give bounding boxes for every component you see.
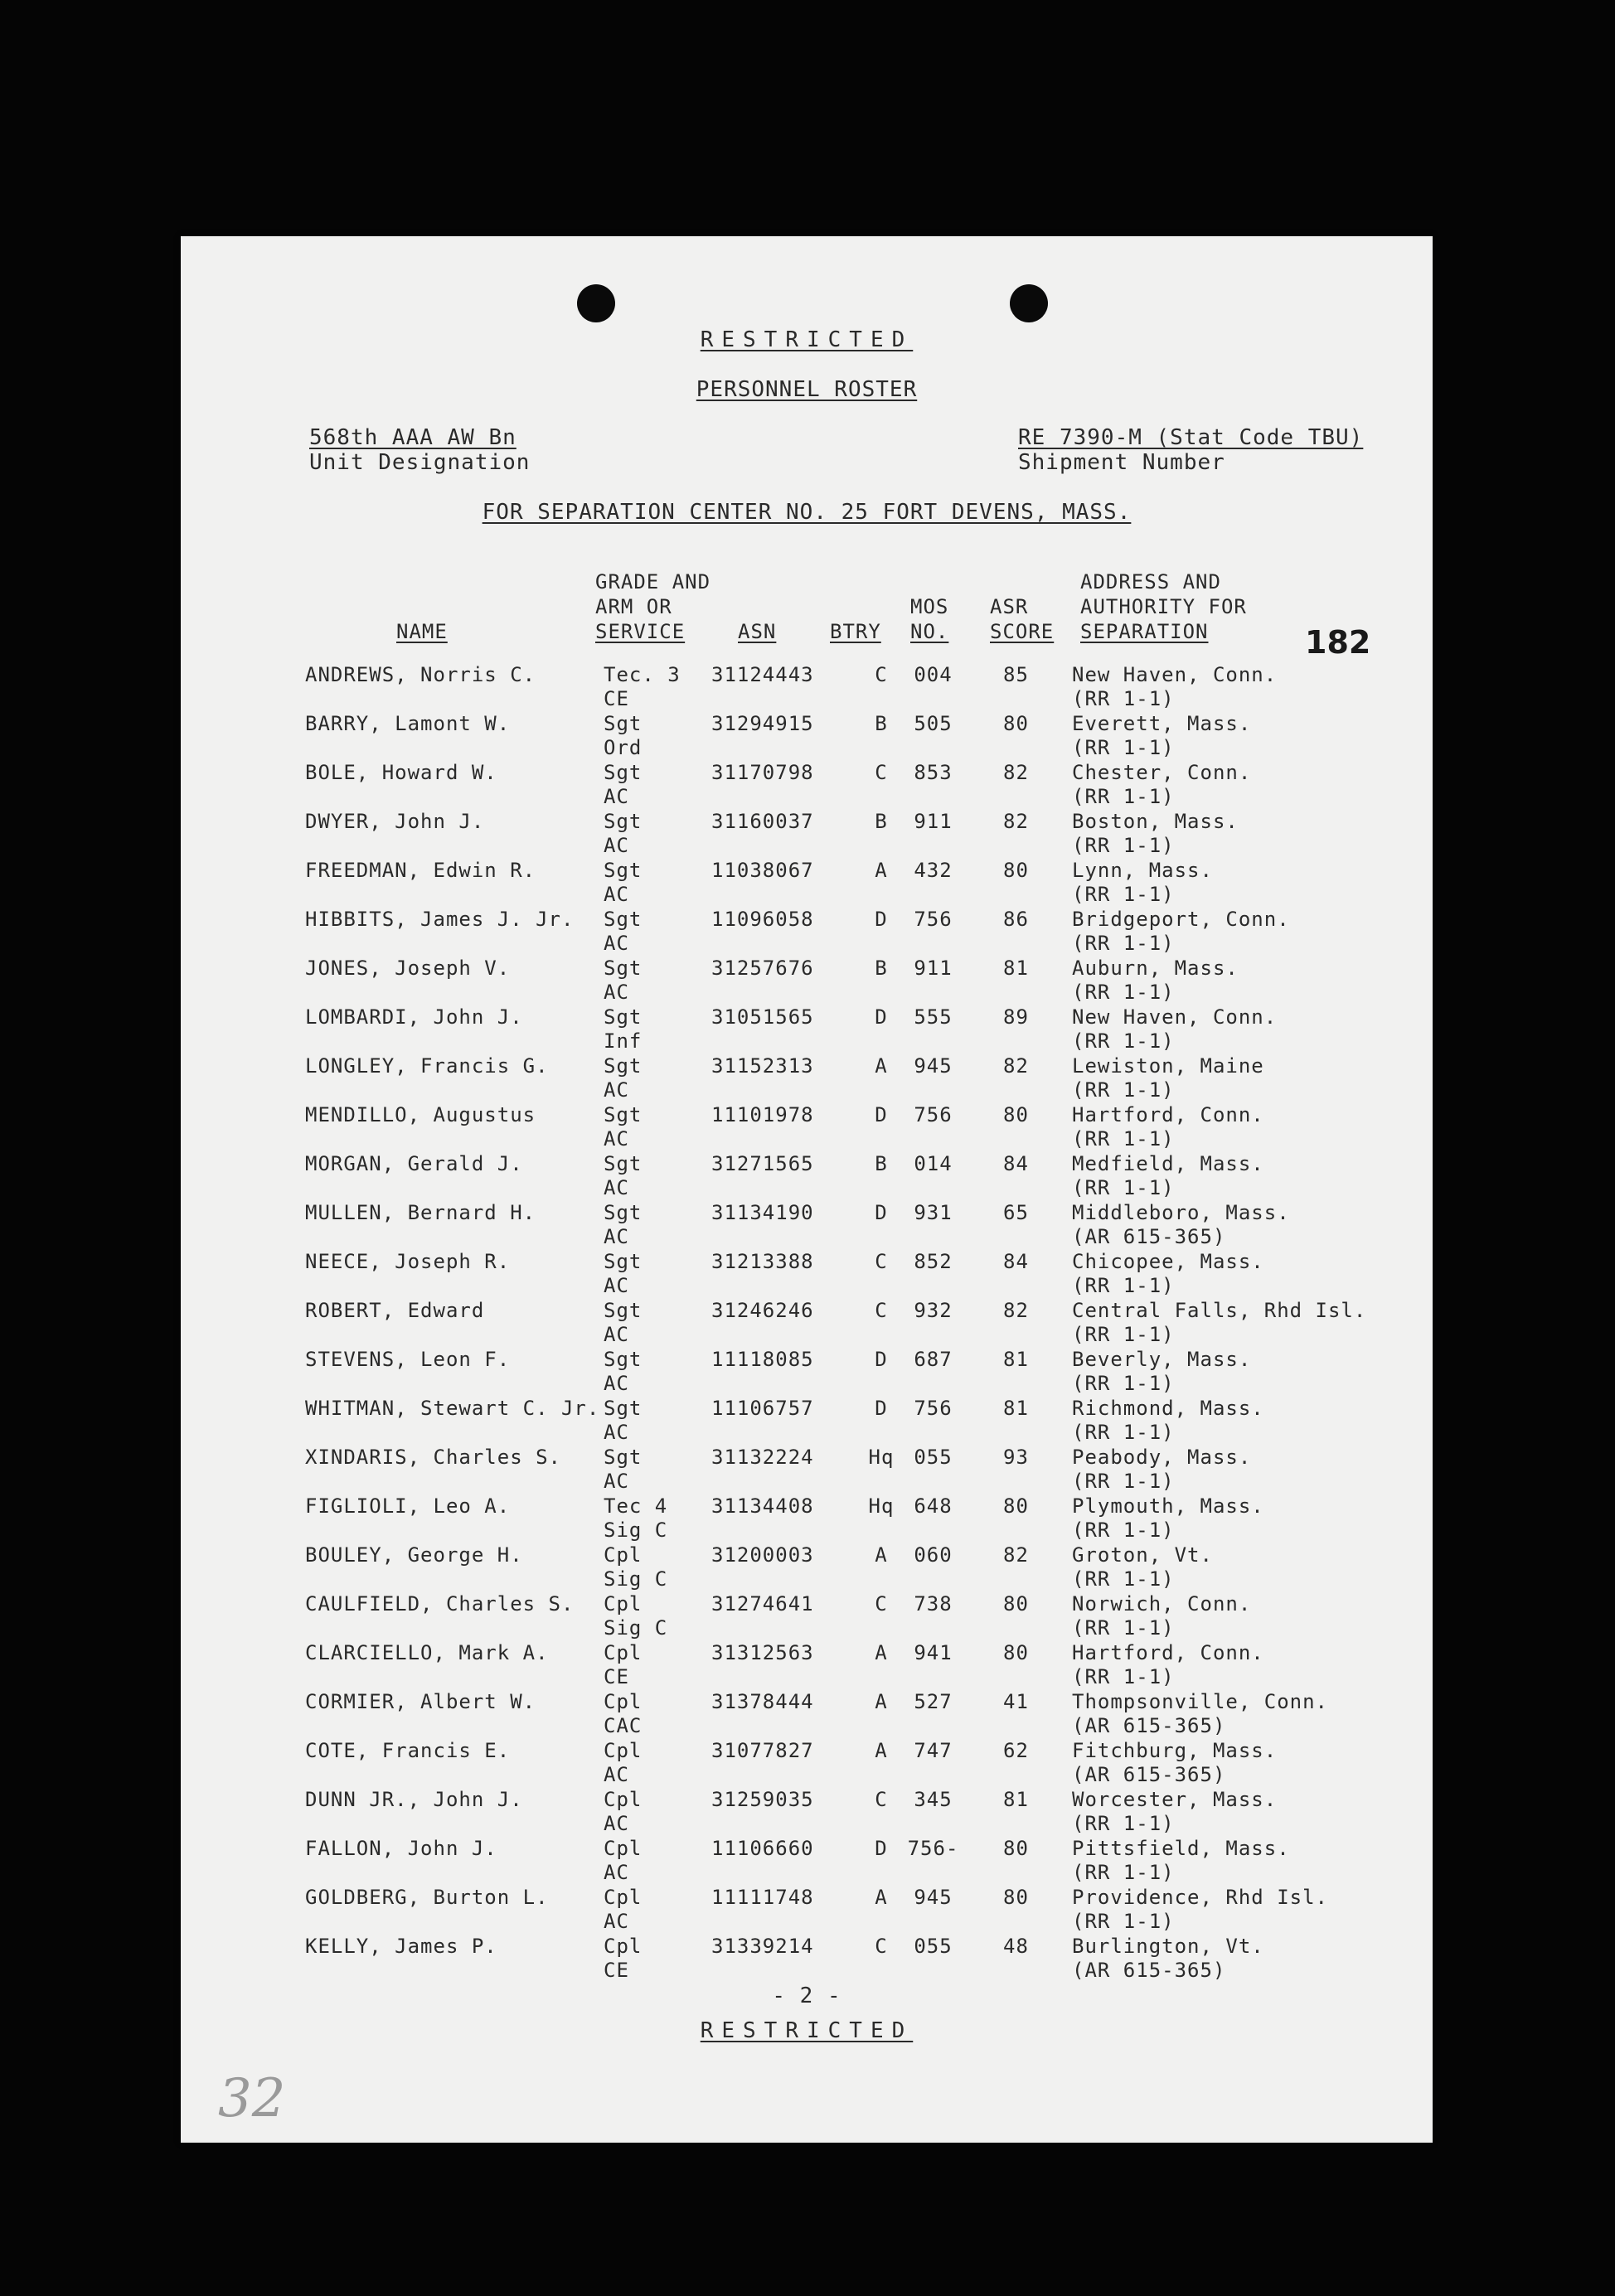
row-authority: (RR 1-1) [1072,687,1175,710]
row-btry: B [875,712,888,735]
page-number: - 2 - [772,1984,841,2008]
row-address: Beverly, Mass. [1072,1348,1252,1371]
row-btry: D [875,1837,888,1860]
row-arm-service: AC [604,1078,629,1102]
row-btry: A [875,1641,888,1664]
row-grade: Sgt [604,1299,643,1322]
row-name: ANDREWS, Norris C. [305,663,536,686]
col-asr-line2: SCORE [990,620,1055,643]
row-btry: C [875,1935,888,1958]
table-row [181,1201,1433,1250]
row-asn: 11101978 [711,1103,814,1126]
table-row [181,1543,1433,1592]
row-address: Hartford, Conn. [1072,1103,1264,1126]
row-asr-score: 80 [1003,1641,1029,1664]
row-authority: (RR 1-1) [1072,1812,1175,1835]
row-asr-score: 80 [1003,1103,1029,1126]
col-name: NAME [396,620,448,643]
row-asn: 31294915 [711,712,814,735]
row-asn: 31134190 [711,1201,814,1224]
row-authority: (RR 1-1) [1072,1519,1175,1542]
row-arm-service: AC [604,1470,629,1493]
row-authority: (RR 1-1) [1072,1372,1175,1395]
row-asn: 11096058 [711,908,814,931]
row-btry: B [875,1152,888,1175]
row-grade: Sgt [604,1446,643,1469]
table-row [181,810,1433,859]
row-name: FIGLIOLI, Leo A. [305,1494,511,1518]
col-grade-line1: GRADE AND [595,570,711,593]
row-asr-score: 82 [1003,1543,1029,1567]
row-arm-service: CE [604,687,629,710]
table-row [181,1397,1433,1446]
row-name: XINDARIS, Charles S. [305,1446,561,1469]
row-asn: 31160037 [711,810,814,833]
row-name: CLARCIELLO, Mark A. [305,1641,549,1664]
shipment-number: RE 7390-M (Stat Code TBU) [1018,425,1364,450]
row-grade: Cpl [604,1641,643,1664]
row-name: GOLDBERG, Burton L. [305,1886,549,1909]
row-address: Providence, Rhd Isl. [1072,1886,1328,1909]
row-mos: 756- [907,1837,959,1860]
row-asr-score: 65 [1003,1201,1029,1224]
row-mos: 527 [914,1690,953,1713]
row-name: STEVENS, Leon F. [305,1348,511,1371]
row-address: Everett, Mass. [1072,712,1252,735]
row-authority: (AR 615-365) [1072,1763,1226,1786]
row-name: JONES, Joseph V. [305,957,511,980]
row-grade: Cpl [604,1543,643,1567]
table-row [181,1641,1433,1690]
row-grade: Cpl [604,1935,643,1958]
table-row [181,663,1433,712]
row-mos: 852 [914,1250,953,1273]
row-grade: Tec. 3 [604,663,681,686]
row-name: MENDILLO, Augustus [305,1103,536,1126]
row-asn: 11038067 [711,859,814,882]
row-grade: Sgt [604,810,643,833]
row-authority: (AR 615-365) [1072,1225,1226,1248]
row-grade: Sgt [604,1397,643,1420]
row-mos: 945 [914,1054,953,1078]
row-btry: B [875,810,888,833]
row-arm-service: AC [604,1861,629,1884]
table-row [181,859,1433,908]
row-arm-service: AC [604,1763,629,1786]
row-asn: 31259035 [711,1788,814,1811]
row-authority: (RR 1-1) [1072,1176,1175,1199]
row-btry: A [875,1543,888,1567]
row-address: New Haven, Conn. [1072,1005,1278,1029]
row-mos: 945 [914,1886,953,1909]
unit-designation-label: Unit Designation [309,450,531,475]
row-address: Fitchburg, Mass. [1072,1739,1278,1762]
row-btry: D [875,1005,888,1029]
row-authority: (RR 1-1) [1072,1910,1175,1933]
row-address: Norwich, Conn. [1072,1592,1252,1615]
row-asn: 11118085 [711,1348,814,1371]
row-address: Thompsonville, Conn. [1072,1690,1328,1713]
row-btry: A [875,859,888,882]
row-btry: C [875,663,888,686]
table-row [181,761,1433,810]
col-addr-line1: ADDRESS AND [1080,570,1221,593]
row-authority: (RR 1-1) [1072,736,1175,759]
row-name: MULLEN, Bernard H. [305,1201,536,1224]
row-address: Plymouth, Mass. [1072,1494,1264,1518]
row-address: Peabody, Mass. [1072,1446,1252,1469]
row-arm-service: CE [604,1665,629,1688]
row-address: Auburn, Mass. [1072,957,1239,980]
row-authority: (RR 1-1) [1072,1421,1175,1444]
row-authority: (RR 1-1) [1072,1616,1175,1640]
row-asr-score: 81 [1003,1348,1029,1371]
row-asr-score: 48 [1003,1935,1029,1958]
row-address: Medfield, Mass. [1072,1152,1264,1175]
row-authority: (RR 1-1) [1072,834,1175,857]
row-grade: Sgt [604,908,643,931]
classification-footer: RESTRICTED [700,2018,914,2043]
table-row [181,1348,1433,1397]
row-btry: B [875,957,888,980]
row-btry: D [875,1397,888,1420]
row-mos: 055 [914,1446,953,1469]
row-asn: 31274641 [711,1592,814,1615]
row-address: Pittsfield, Mass. [1072,1837,1290,1860]
col-addr-line2: AUTHORITY FOR [1080,595,1247,618]
row-asr-score: 80 [1003,859,1029,882]
table-row [181,1103,1433,1152]
row-arm-service: AC [604,981,629,1004]
row-address: Groton, Vt. [1072,1543,1213,1567]
row-grade: Sgt [604,957,643,980]
row-asn: 31132224 [711,1446,814,1469]
row-mos: 648 [914,1494,953,1518]
row-btry: D [875,1103,888,1126]
row-asn: 31312563 [711,1641,814,1664]
row-address: Central Falls, Rhd Isl. [1072,1299,1367,1322]
row-authority: (AR 615-365) [1072,1959,1226,1982]
row-authority: (RR 1-1) [1072,1274,1175,1297]
row-asn: 31200003 [711,1543,814,1567]
row-asr-score: 80 [1003,712,1029,735]
col-grade-line2: ARM OR [595,595,672,618]
row-asr-score: 81 [1003,957,1029,980]
page-stamp: 182 [1305,624,1371,661]
row-asn: 31124443 [711,663,814,686]
roster-title: PERSONNEL ROSTER [696,377,918,402]
col-btry: BTRY [830,620,881,643]
row-name: KELLY, James P. [305,1935,497,1958]
row-btry: A [875,1886,888,1909]
row-asr-score: 80 [1003,1837,1029,1860]
row-address: Worcester, Mass. [1072,1788,1278,1811]
row-arm-service: AC [604,883,629,906]
row-mos: 738 [914,1592,953,1615]
row-asr-score: 86 [1003,908,1029,931]
row-btry: C [875,1788,888,1811]
row-asr-score: 41 [1003,1690,1029,1713]
row-authority: (RR 1-1) [1072,1665,1175,1688]
row-grade: Sgt [604,761,643,784]
row-arm-service: CE [604,1959,629,1982]
row-btry: D [875,908,888,931]
row-authority: (RR 1-1) [1072,1029,1175,1053]
row-mos: 911 [914,957,953,980]
row-name: CORMIER, Albert W. [305,1690,536,1713]
row-authority: (RR 1-1) [1072,883,1175,906]
row-asr-score: 93 [1003,1446,1029,1469]
row-mos: 687 [914,1348,953,1371]
row-authority: (RR 1-1) [1072,981,1175,1004]
row-mos: 911 [914,810,953,833]
row-grade: Cpl [604,1690,643,1713]
table-row [181,1446,1433,1494]
table-row [181,1788,1433,1837]
col-mos-line2: NO. [910,620,949,643]
row-address: Middleboro, Mass. [1072,1201,1290,1224]
row-authority: (RR 1-1) [1072,932,1175,955]
row-authority: (RR 1-1) [1072,1323,1175,1346]
row-arm-service: Ord [604,736,643,759]
punch-hole [577,284,615,322]
classification-header: RESTRICTED [700,327,914,352]
row-address: Bridgeport, Conn. [1072,908,1290,931]
col-asr-line1: ASR [990,595,1029,618]
row-name: BOULEY, George H. [305,1543,523,1567]
row-address: Hartford, Conn. [1072,1641,1264,1664]
table-row [181,1592,1433,1641]
row-asr-score: 80 [1003,1592,1029,1615]
row-btry: A [875,1054,888,1078]
row-authority: (RR 1-1) [1072,1470,1175,1493]
row-arm-service: AC [604,1372,629,1395]
row-asr-score: 84 [1003,1250,1029,1273]
row-mos: 014 [914,1152,953,1175]
row-grade: Sgt [604,1250,643,1273]
row-btry: A [875,1690,888,1713]
row-name: DWYER, John J. [305,810,485,833]
table-row [181,1005,1433,1054]
col-grade-line3: SERVICE [595,620,686,643]
row-asn: 31134408 [711,1494,814,1518]
row-mos: 756 [914,908,953,931]
row-asn: 31257676 [711,957,814,980]
row-address: Burlington, Vt. [1072,1935,1264,1958]
table-row [181,1054,1433,1103]
row-name: MORGAN, Gerald J. [305,1152,523,1175]
row-arm-service: AC [604,1421,629,1444]
row-mos: 941 [914,1641,953,1664]
row-grade: Sgt [604,859,643,882]
row-name: LONGLEY, Francis G. [305,1054,549,1078]
row-asr-score: 85 [1003,663,1029,686]
table-row [181,1299,1433,1348]
table-row [181,957,1433,1005]
row-mos: 505 [914,712,953,735]
row-name: LOMBARDI, John J. [305,1005,523,1029]
table-row [181,1250,1433,1299]
row-asr-score: 80 [1003,1886,1029,1909]
unit-designation: 568th AAA AW Bn [309,425,517,450]
row-authority: (RR 1-1) [1072,1861,1175,1884]
row-address: Lewiston, Maine [1072,1054,1264,1078]
row-asn: 31271565 [711,1152,814,1175]
row-btry: Hq [868,1494,895,1518]
separation-center: FOR SEPARATION CENTER NO. 25 FORT DEVENS, MASS. [482,500,1132,525]
row-mos: 756 [914,1397,953,1420]
row-btry: D [875,1201,888,1224]
row-btry: C [875,1299,888,1322]
row-address: Boston, Mass. [1072,810,1239,833]
row-grade: Sgt [604,1201,643,1224]
handwritten-number: 32 [218,2068,286,2129]
row-name: COTE, Francis E. [305,1739,511,1762]
document-page [181,236,1433,2143]
row-arm-service: AC [604,1225,629,1248]
row-btry: C [875,1250,888,1273]
row-mos: 004 [914,663,953,686]
row-arm-service: AC [604,834,629,857]
row-grade: Sgt [604,712,643,735]
row-grade: Sgt [604,1348,643,1371]
row-btry: C [875,1592,888,1615]
shipment-number-label: Shipment Number [1018,450,1225,475]
row-asn: 11106757 [711,1397,814,1420]
row-arm-service: AC [604,1910,629,1933]
row-grade: Cpl [604,1739,643,1762]
row-arm-service: AC [604,1127,629,1150]
table-row [181,1494,1433,1543]
row-asr-score: 82 [1003,1054,1029,1078]
row-asr-score: 81 [1003,1788,1029,1811]
row-grade: Sgt [604,1005,643,1029]
row-name: DUNN JR., John J. [305,1788,523,1811]
row-arm-service: Inf [604,1029,643,1053]
row-grade: Cpl [604,1837,643,1860]
row-mos: 747 [914,1739,953,1762]
table-row [181,712,1433,761]
row-btry: D [875,1348,888,1371]
row-arm-service: AC [604,1812,629,1835]
row-btry: A [875,1739,888,1762]
row-asr-score: 89 [1003,1005,1029,1029]
row-btry: Hq [868,1446,895,1469]
row-mos: 055 [914,1935,953,1958]
table-row [181,908,1433,957]
row-asr-score: 80 [1003,1494,1029,1518]
row-mos: 756 [914,1103,953,1126]
row-mos: 932 [914,1299,953,1322]
row-name: FALLON, John J. [305,1837,497,1860]
row-asr-score: 82 [1003,1299,1029,1322]
row-grade: Cpl [604,1788,643,1811]
row-asn: 31339214 [711,1935,814,1958]
row-authority: (AR 615-365) [1072,1714,1226,1737]
row-grade: Sgt [604,1054,643,1078]
row-address: Lynn, Mass. [1072,859,1213,882]
row-authority: (RR 1-1) [1072,1078,1175,1102]
row-grade: Cpl [604,1592,643,1615]
row-mos: 555 [914,1005,953,1029]
row-asn: 11106660 [711,1837,814,1860]
row-asn: 31246246 [711,1299,814,1322]
row-grade: Sgt [604,1152,643,1175]
row-arm-service: Sig C [604,1519,668,1542]
row-address: Chester, Conn. [1072,761,1252,784]
row-arm-service: Sig C [604,1616,668,1640]
col-mos-line1: MOS [910,595,949,618]
row-asr-score: 82 [1003,761,1029,784]
table-row [181,1837,1433,1886]
row-btry: C [875,761,888,784]
row-arm-service: AC [604,1176,629,1199]
row-address: Chicopee, Mass. [1072,1250,1264,1273]
row-arm-service: AC [604,785,629,808]
row-name: WHITMAN, Stewart C. Jr. [305,1397,600,1420]
row-name: CAULFIELD, Charles S. [305,1592,575,1615]
row-mos: 931 [914,1201,953,1224]
row-asr-score: 62 [1003,1739,1029,1762]
row-mos: 345 [914,1788,953,1811]
row-asn: 11111748 [711,1886,814,1909]
row-asr-score: 82 [1003,810,1029,833]
row-asr-score: 84 [1003,1152,1029,1175]
row-asn: 31152313 [711,1054,814,1078]
col-asn: ASN [738,620,777,643]
row-arm-service: AC [604,932,629,955]
row-authority: (RR 1-1) [1072,1567,1175,1591]
row-asn: 31051565 [711,1005,814,1029]
row-grade: Cpl [604,1886,643,1909]
table-row [181,1886,1433,1935]
row-asn: 31378444 [711,1690,814,1713]
row-name: BOLE, Howard W. [305,761,497,784]
row-name: HIBBITS, James J. Jr. [305,908,575,931]
row-authority: (RR 1-1) [1072,1127,1175,1150]
row-name: ROBERT, Edward [305,1299,485,1322]
table-row [181,1690,1433,1739]
punch-hole [1010,284,1048,322]
row-mos: 432 [914,859,953,882]
table-row [181,1739,1433,1788]
row-name: BARRY, Lamont W. [305,712,511,735]
row-mos: 060 [914,1543,953,1567]
table-row [181,1935,1433,1984]
table-row [181,1152,1433,1201]
row-grade: Sgt [604,1103,643,1126]
row-asn: 31077827 [711,1739,814,1762]
row-asn: 31213388 [711,1250,814,1273]
row-authority: (RR 1-1) [1072,785,1175,808]
row-name: FREEDMAN, Edwin R. [305,859,536,882]
row-mos: 853 [914,761,953,784]
row-address: Richmond, Mass. [1072,1397,1264,1420]
row-arm-service: AC [604,1323,629,1346]
row-asr-score: 81 [1003,1397,1029,1420]
row-name: NEECE, Joseph R. [305,1250,511,1273]
row-arm-service: Sig C [604,1567,668,1591]
row-address: New Haven, Conn. [1072,663,1278,686]
row-arm-service: CAC [604,1714,643,1737]
row-grade: Tec 4 [604,1494,668,1518]
col-addr-line3: SEPARATION [1080,620,1209,643]
row-asn: 31170798 [711,761,814,784]
row-arm-service: AC [604,1274,629,1297]
